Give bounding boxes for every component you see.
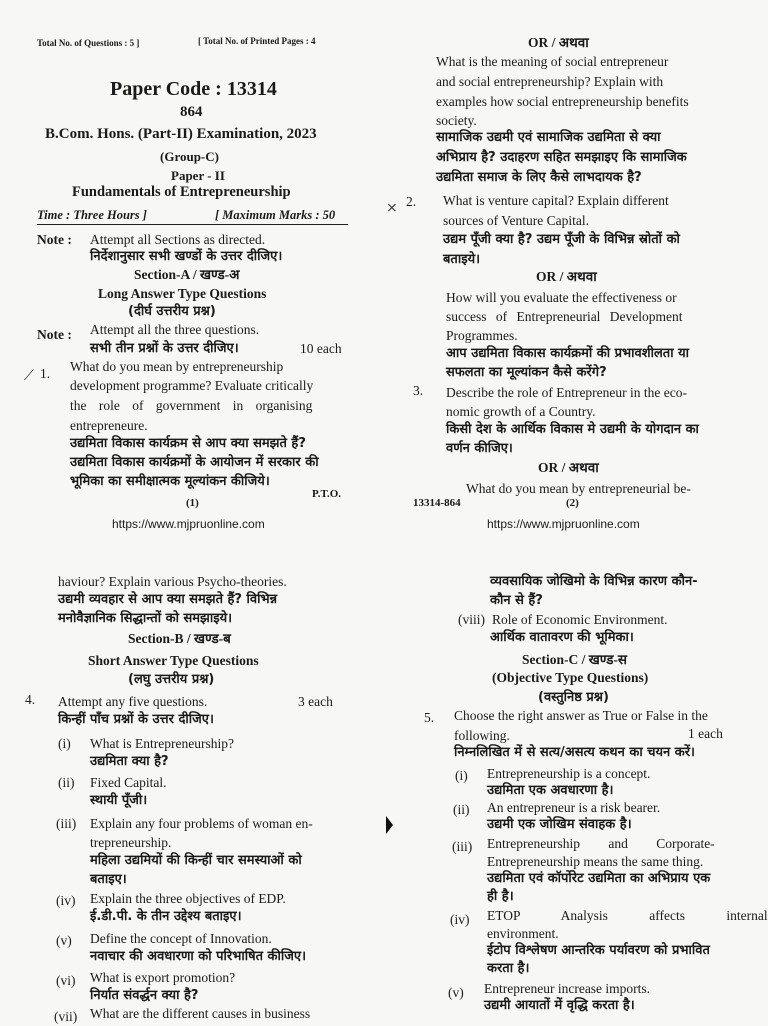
footer-url[interactable]: https://www.mjpruonline.com <box>112 517 265 531</box>
subject-title: Fundamentals of Entrepreneurship <box>72 184 291 200</box>
list-item-hindi: निर्यात संवर्द्धन क्या है? <box>90 988 199 1003</box>
list-item: Entrepreneurship and Corporate- <box>487 836 715 851</box>
q3-hindi-line: किसी देश के आर्थिक विकास मे उद्यमी के योगदान का <box>446 422 699 437</box>
list-item-number: (iii) <box>56 816 77 831</box>
short-answer-hindi: (लघु उत्तरीय प्रश्न) <box>128 672 215 687</box>
list-item-number: (v) <box>56 933 72 948</box>
section-a-heading: Section-A / खण्ड-अ <box>134 267 240 282</box>
section-b-heading: Section-B / खण्ड-ब <box>128 631 231 646</box>
list-item: trepreneurship. <box>90 835 172 850</box>
page-number: (1) <box>186 497 199 509</box>
or2-line: How will you evaluate the effectiveness or <box>446 290 677 305</box>
note2-hindi: सभी तीन प्रश्नों के उत्तर दीजिए। <box>90 341 239 356</box>
list-item-number: (vi) <box>56 973 76 988</box>
list-item: Entrepreneurship is a concept. <box>487 766 651 781</box>
q1-line: the role of government in organising <box>70 398 313 413</box>
note1-label: Note : <box>37 232 72 247</box>
continued-hindi-line: कौन से हैं? <box>490 593 543 608</box>
q4-number: 4. <box>25 692 36 707</box>
note2-marks: 10 each <box>300 341 342 356</box>
or3-line: What do you mean by entrepreneurial be- <box>466 481 691 496</box>
continued-hindi-line: उद्यमी व्यवहार से आप क्या समझते हैं? विभिन्न <box>58 592 278 607</box>
or1-hindi-line: सामाजिक उद्यमी एवं सामाजिक उद्यमिता से क्या <box>436 130 661 145</box>
list-item-hindi: महिला उद्यमियों की किन्हीं चार समस्याओं को <box>90 853 302 868</box>
or2-line: success of Entrepreneurial Development <box>446 309 683 324</box>
q1-hindi-line: उद्यमिता विकास कार्यक्रमों के आयोजन में सरकार की <box>70 455 319 470</box>
list-item-number: (i) <box>58 736 71 751</box>
long-answer-heading: Long Answer Type Questions <box>98 286 267 301</box>
list-item-number: (iv) <box>450 912 470 927</box>
binding-mark <box>386 816 393 834</box>
q3-hindi-line: वर्णन कीजिए। <box>446 441 513 456</box>
or1-hindi-line: अभिप्राय है? उदाहरण सहित समझाइए कि सामाजिक <box>436 150 687 165</box>
list-item-hindi: उद्यमिता क्या है? <box>90 754 169 769</box>
list-item-hindi: उद्यमिता एवं कॉर्पोरेट उद्यमिता का अभिप्राय एक <box>487 871 711 886</box>
list-item: ETOP Analysis affects internal <box>487 908 768 923</box>
list-item: Entrepreneurship means the same thing. <box>487 854 704 869</box>
list-item: Entrepreneur increase imports. <box>484 981 651 996</box>
pen-tick-mark: ⨯ <box>386 200 398 216</box>
or1-line: examples how social entrepreneurship benefits <box>436 94 689 109</box>
list-item: Explain any four problems of woman en- <box>90 816 313 831</box>
short-answer-heading: Short Answer Type Questions <box>88 653 259 668</box>
continued-question: haviour? Explain various Psycho-theories. <box>58 574 287 589</box>
note2-text: Attempt all the three questions. <box>90 322 260 337</box>
list-item-hindi: करता है। <box>487 961 530 976</box>
q2-line: sources of Venture Capital. <box>443 213 589 228</box>
continued-hindi-line: मनोवैज्ञानिक सिद्धान्तों को समझाइये। <box>58 611 233 626</box>
q1-hindi-line: उद्यमिता विकास कार्यक्रम से आप क्या समझते हैं? <box>70 436 306 451</box>
q1-number: 1. <box>40 366 51 381</box>
q1-hindi-line: भूमिका का समीक्षात्मक मूल्यांकन कीजिये। <box>70 474 270 489</box>
paper-code-footer: 13314-864 <box>413 497 461 509</box>
q5-hindi: निम्नलिखित में से सत्य/असत्य कथन का चयन करें। <box>454 745 695 760</box>
list-item-hindi: नवाचार की अवधारणा को परिभाषित कीजिए। <box>90 949 307 964</box>
paper-code: Paper Code : 13314 <box>110 78 277 100</box>
list-item-hindi: उद्यमी एक जोखिम संवाहक है। <box>487 817 632 832</box>
q4-hindi: किन्हीं पाँच प्रश्नों के उत्तर दीजिए। <box>58 712 214 727</box>
or-heading: OR / अथवा <box>536 269 597 284</box>
section-c-heading: Section-C / खण्ड-स <box>522 652 628 667</box>
objective-hindi: (वस्तुनिष्ठ प्रश्न) <box>538 690 609 705</box>
list-item-number: (i) <box>455 768 468 783</box>
or2-line: Programmes. <box>446 328 518 343</box>
list-item-hindi: ईटोप विश्लेषण आन्तरिक पर्यावरण को प्रभावित <box>487 943 710 958</box>
q2-hindi-line: बताइये। <box>443 252 481 267</box>
or1-line: society. <box>436 113 477 128</box>
or2-hindi-line: सफलता का मूल्यांकन कैसे करेंगे? <box>446 365 607 380</box>
pto-label: P.T.O. <box>312 488 342 500</box>
viii-number: (viii) <box>458 612 485 627</box>
list-item-hindi: ई.डी.पी. के तीन उद्देश्य बताइए। <box>90 909 242 924</box>
list-item-number: (ii) <box>453 802 470 817</box>
list-item-hindi: बताइए। <box>90 872 127 887</box>
or-heading: OR / अथवा <box>528 35 589 50</box>
q4-text: Attempt any five questions. <box>58 694 208 709</box>
q3-number: 3. <box>413 383 424 398</box>
q5-number: 5. <box>424 710 435 725</box>
or-heading: OR / अथवा <box>538 460 599 475</box>
list-item-number: (vii) <box>54 1009 78 1024</box>
q2-line: What is venture capital? Explain different <box>443 193 669 208</box>
or1-line: What is the meaning of social entrepreneur <box>436 54 669 69</box>
list-item: Fixed Capital. <box>90 775 167 790</box>
q1-line: What do you mean by entrepreneurship <box>70 359 284 374</box>
list-item-number: (iv) <box>56 893 76 908</box>
q1-line: development programme? Evaluate critically <box>70 378 314 393</box>
q4-marks: 3 each <box>298 694 333 709</box>
total-pages: [ Total No. of Printed Pages : 4 <box>198 36 316 46</box>
or1-line: and social entrepreneurship? Explain with <box>436 74 664 89</box>
note2-label: Note : <box>37 327 72 342</box>
list-item-hindi: उद्यमिता एक अवधारणा है। <box>487 783 614 798</box>
paper-label: Paper - II <box>171 168 225 183</box>
code-number: 864 <box>180 104 203 120</box>
list-item: Define the concept of Innovation. <box>90 931 272 946</box>
viii-text: Role of Economic Environment. <box>492 612 668 627</box>
list-item: What is Entrepreneurship? <box>90 736 234 751</box>
footer-url[interactable]: https://www.mjpruonline.com <box>487 517 640 531</box>
q1-line: entrepreneure. <box>70 418 148 433</box>
header-divider <box>37 224 348 225</box>
list-item: An entrepreneur is a risk bearer. <box>487 800 661 815</box>
list-item-hindi: स्थायी पूँजी। <box>90 793 148 808</box>
list-item: What is export promotion? <box>90 970 236 985</box>
list-item-hindi: ही है। <box>487 889 514 904</box>
or2-hindi-line: आप उद्यमिता विकास कार्यक्रमों की प्रभावशीलता या <box>446 346 689 361</box>
q5-line: Choose the right answer as True or False in the <box>454 708 708 723</box>
max-marks: [ Maximum Marks : 50 <box>215 208 336 222</box>
list-item-hindi: उद्यमी आयातों में वृद्धि करता है। <box>484 998 635 1013</box>
objective-heading: (Objective Type Questions) <box>492 670 649 685</box>
q5-line: following. <box>454 728 510 743</box>
list-item: environment. <box>487 926 559 941</box>
exam-title: B.Com. Hons. (Part-II) Examination, 2023 <box>45 126 317 142</box>
q2-number: 2. <box>406 194 417 209</box>
note1-text: Attempt all Sections as directed. <box>90 232 266 247</box>
continued-hindi-line: व्यवसायिक जोखिमो के विभिन्न कारण कौन- <box>490 574 698 589</box>
group-label: (Group-C) <box>160 149 219 164</box>
list-item-number: (iii) <box>452 839 473 854</box>
list-item-number: (ii) <box>58 775 75 790</box>
page-number: (2) <box>566 497 579 509</box>
or1-hindi-line: उद्यमिता समाज के लिए कैसे लाभदायक है? <box>436 170 642 185</box>
note1-hindi: निर्देशानुसार सभी खण्डों के उत्तर दीजिए। <box>90 249 283 264</box>
list-item-number: (v) <box>448 985 464 1000</box>
q5-marks: 1 each <box>688 726 723 741</box>
viii-hindi: आर्थिक वातावरण की भूमिका। <box>490 630 634 645</box>
q2-hindi-line: उद्यम पूँजी क्या है? उद्यम पूँजी के विभिन्न स्रोतों को <box>443 232 680 247</box>
q3-line: Describe the role of Entrepreneur in the eco- <box>446 385 688 400</box>
list-item: Explain the three objectives of EDP. <box>90 891 286 906</box>
q3-line: nomic growth of a Country. <box>446 404 596 419</box>
long-answer-hindi: (दीर्घ उत्तरीय प्रश्न) <box>128 304 216 319</box>
pen-tick-mark: ⟋ <box>24 368 34 384</box>
list-item: What are the different causes in business <box>90 1006 311 1021</box>
total-questions: Total No. of Questions : 5 ] <box>37 38 140 48</box>
time-label: Time : Three Hours ] <box>37 208 147 222</box>
